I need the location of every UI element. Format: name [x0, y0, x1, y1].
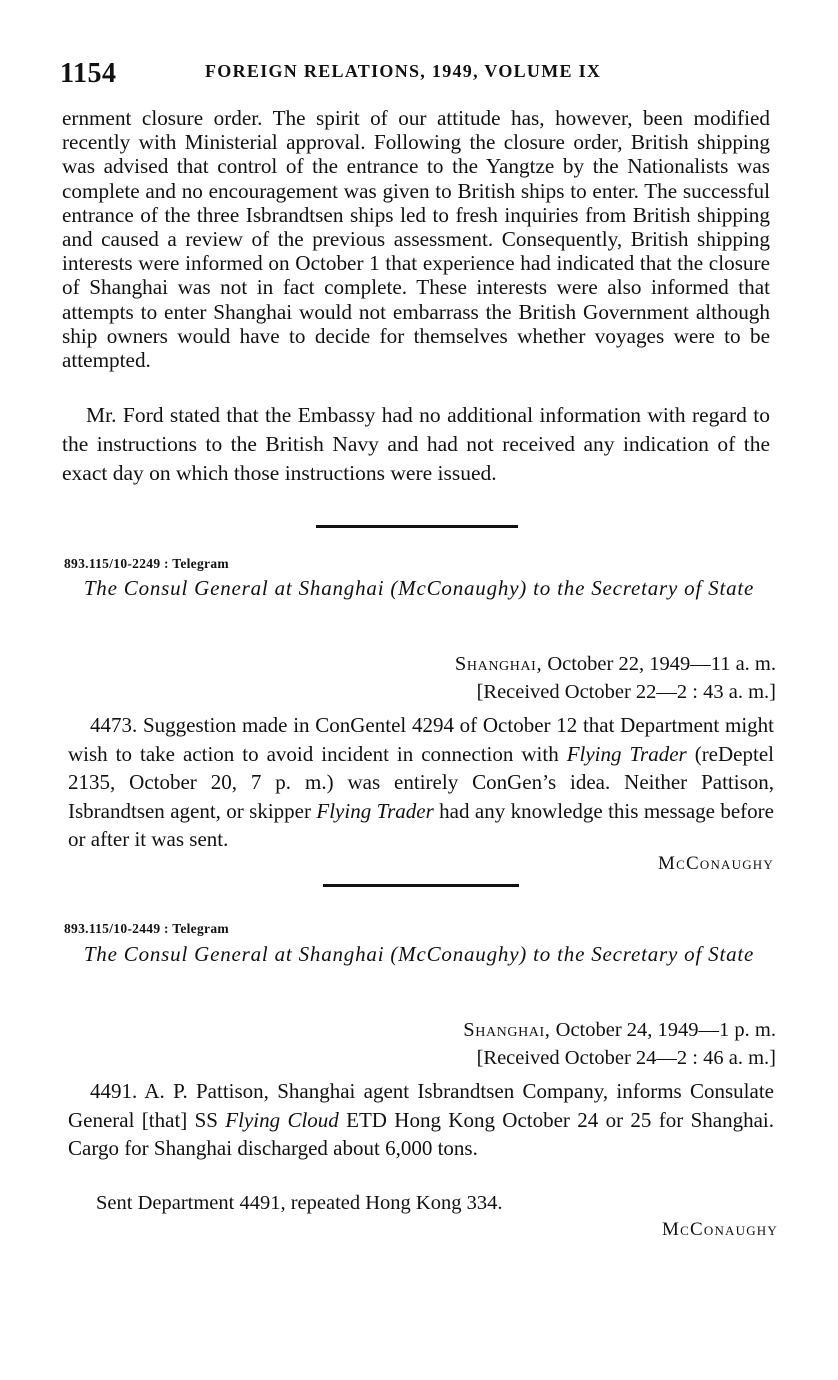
body-text: had any knowledge this message before or after it was sent.	[68, 798, 774, 852]
dateline	[463, 1016, 776, 1072]
received-line: [Received October 22—2 : 43 a. m.]	[476, 681, 776, 703]
received-line: [Received October 24—2 : 46 a. m.]	[476, 1047, 776, 1069]
telegram-body	[68, 1077, 774, 1163]
section-divider	[323, 884, 519, 887]
sent-line: Sent Department 4491, repeated Hong Kong 334.	[96, 1192, 503, 1214]
section-divider	[316, 525, 518, 528]
file-reference: 893.115/10-2249 : Telegram	[64, 556, 229, 571]
ship-name: Flying Cloud	[225, 1107, 339, 1132]
telegram-body	[68, 711, 774, 854]
dateline-date: October 24, 1949—1 p. m.	[555, 1019, 776, 1041]
file-reference: 893.115/10-2449 : Telegram	[64, 921, 229, 936]
dateline	[455, 650, 776, 706]
body-text: 4473. Suggestion made in ConGentel 4294 of October 12 that Department might wish to take action to avoid incident in connection with	[68, 713, 774, 766]
body-text: ETD Hong Kong October 24 or 25 for Shanghai. Cargo for Shanghai discharged about 6,000 tons.	[68, 1107, 774, 1161]
ship-name: Flying Trader	[316, 798, 434, 823]
dateline-place: Shanghai,	[454, 653, 543, 675]
signature: McConaughy	[662, 1219, 778, 1240]
body-text: (reDeptel 2135, October 20, 7 p. m.) was entirely ConGen’s idea. Neither Pattison, Isbrandtsen agent, or skipper	[68, 741, 774, 823]
document-title: The Consul General at Shanghai (McConaughy) to the Secretary of State	[83, 576, 755, 600]
dateline-place: Shanghai,	[463, 1019, 551, 1041]
page-header	[60, 58, 780, 98]
body-text: 4491. A. P. Pattison, Shanghai agent Isbrandtsen Company, informs Consulate General [that] SS	[68, 1079, 774, 1132]
ship-name: Flying Trader	[566, 741, 687, 766]
page-number: 1154	[60, 58, 117, 89]
dateline-date: October 22, 1949—11 a. m.	[547, 653, 776, 675]
running-title: FOREIGN RELATIONS, 1949, VOLUME IX	[205, 61, 602, 81]
signature: McConaughy	[658, 853, 774, 874]
continuation-paragraph: ernment closure order. The spirit of our attitude has, however, been modified recently with Ministerial approval. Following the closure order, British shipping was advised that control of the entrance to the Yangtze by the Nationalists was complete and no encouragement was given to British ships to enter. The successful entrance of the three Isbrandtsen ships led to fresh inquiries from British shipping and caused a review of the previous assessment. Consequently, British shipping interests were informed on October 1 that experience had indicated that the closure of Shanghai was not in fact complete. These interests were also informed that attempts to enter Shanghai would not embarrass the British Government although ship owners would have to decide for themselves whether voyages were to be attempted.	[62, 106, 770, 373]
ford-paragraph: Mr. Ford stated that the Embassy had no additional information with regard to the instructions to the British Navy and had not received any indication of the exact day on which those instructions were issued.	[62, 403, 770, 485]
document-title: The Consul General at Shanghai (McConaughy) to the Secretary of State	[83, 942, 755, 966]
